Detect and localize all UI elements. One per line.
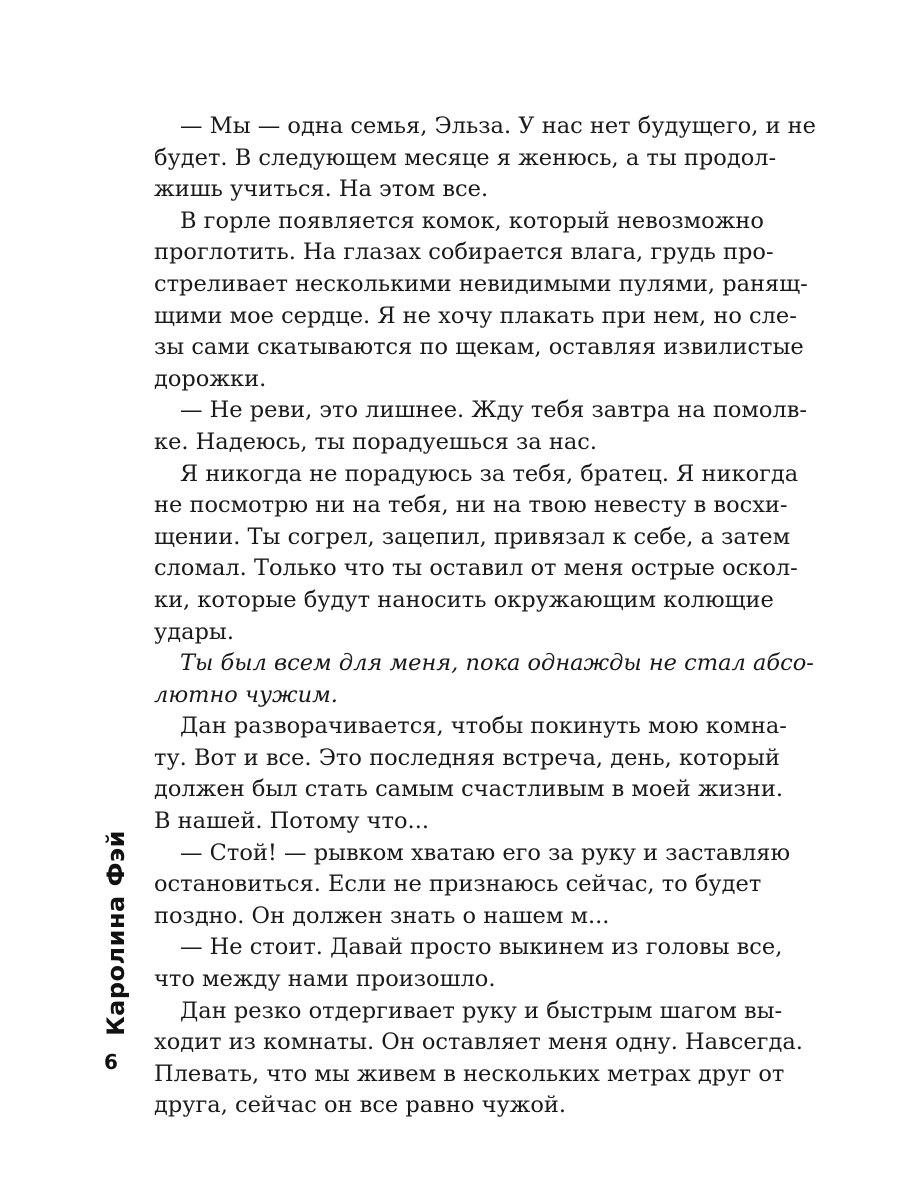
text-line: щении. Ты согрел, зацепил, привязал к себе, а затем: [154, 523, 791, 550]
text-line: ке. Надеюсь, ты порадуешься за нас.: [154, 428, 598, 455]
text-line: жишь учиться. На этом все.: [154, 176, 489, 203]
text-line: друга, сейчас он все равно чужой.: [154, 1092, 567, 1119]
text-line: дорожки.: [154, 365, 267, 392]
text-line: поздно. Он должен знать о нашем м...: [154, 902, 610, 929]
text-line: щими мое сердце. Я не хочу плакать при нем, но сле-: [154, 302, 797, 329]
paragraph: [154, 711, 787, 837]
text-line: — Не стоит. Давай просто выкинем из головы все,: [180, 934, 783, 961]
text-line: зы сами скатываются по щекам, оставляя извилистые: [154, 334, 804, 361]
paragraph: [154, 206, 808, 396]
text-line: ходит из комнаты. Он оставляет меня одну. Навсегда.: [154, 1029, 803, 1056]
text-line: Ты был всем для меня, пока однажды не стал абсо-: [180, 650, 814, 677]
text-line: — Мы — одна семья, Эльза. У нас нет будущего, и не: [180, 113, 816, 139]
text-line: Плевать, что мы живем в нескольких метрах друг от: [154, 1060, 785, 1087]
text-line: В горле появляется комок, который невозможно: [180, 207, 764, 234]
paragraph: [154, 838, 791, 933]
text-line: — Не реви, это лишнее. Жду тебя завтра на помолв-: [180, 397, 807, 424]
text-line: В нашей. Потому что...: [154, 808, 430, 835]
author-name: Каролина Фэй: [102, 830, 130, 1036]
body-text: [154, 111, 816, 1122]
text-line: ки, которые будут наносить окружающим колющие: [154, 586, 774, 613]
text-line: сломал. Только что ты оставил от меня острые оскол-: [154, 555, 798, 582]
running-header-author: [86, 830, 146, 1036]
text-line: стреливает несколькими невидимыми пулями, ранящ-: [154, 270, 808, 297]
paragraph: [154, 996, 803, 1122]
text-line: будет. В следующем месяце я женюсь, а ты продол-: [154, 144, 777, 171]
text-line: что между нами произошло.: [154, 966, 496, 993]
text-line: Дан резко отдергивает руку и быстрым шагом вы-: [180, 997, 783, 1024]
text-line: Дан разворачивается, чтобы покинуть мою комна-: [180, 713, 787, 740]
text-line: остановиться. Если не признаюсь сейчас, то будет: [154, 871, 762, 898]
text-line: Я никогда не порадуюсь за тебя, братец. Я никогда: [180, 460, 799, 487]
text-line: удары.: [154, 618, 234, 645]
text-line: не посмотрю ни на тебя, ни на твою невесту в восхи-: [154, 492, 788, 519]
paragraph: [154, 459, 799, 649]
page-number: 6: [104, 1050, 118, 1074]
paragraph: [154, 932, 783, 995]
text-line: — Стой! — рывком хватаю его за руку и заставляю: [180, 839, 791, 866]
text-line: лютно чужим.: [154, 681, 338, 708]
text-line: ту. Вот и все. Это последняя встреча, день, который: [154, 744, 780, 771]
text-line: проглотить. На глазах собирается влага, грудь про-: [154, 239, 774, 266]
italic-paragraph: [154, 648, 814, 711]
text-line: должен был стать самым счастливым в моей жизни.: [154, 776, 784, 803]
paragraph: [154, 395, 807, 458]
paragraph: [154, 111, 816, 206]
